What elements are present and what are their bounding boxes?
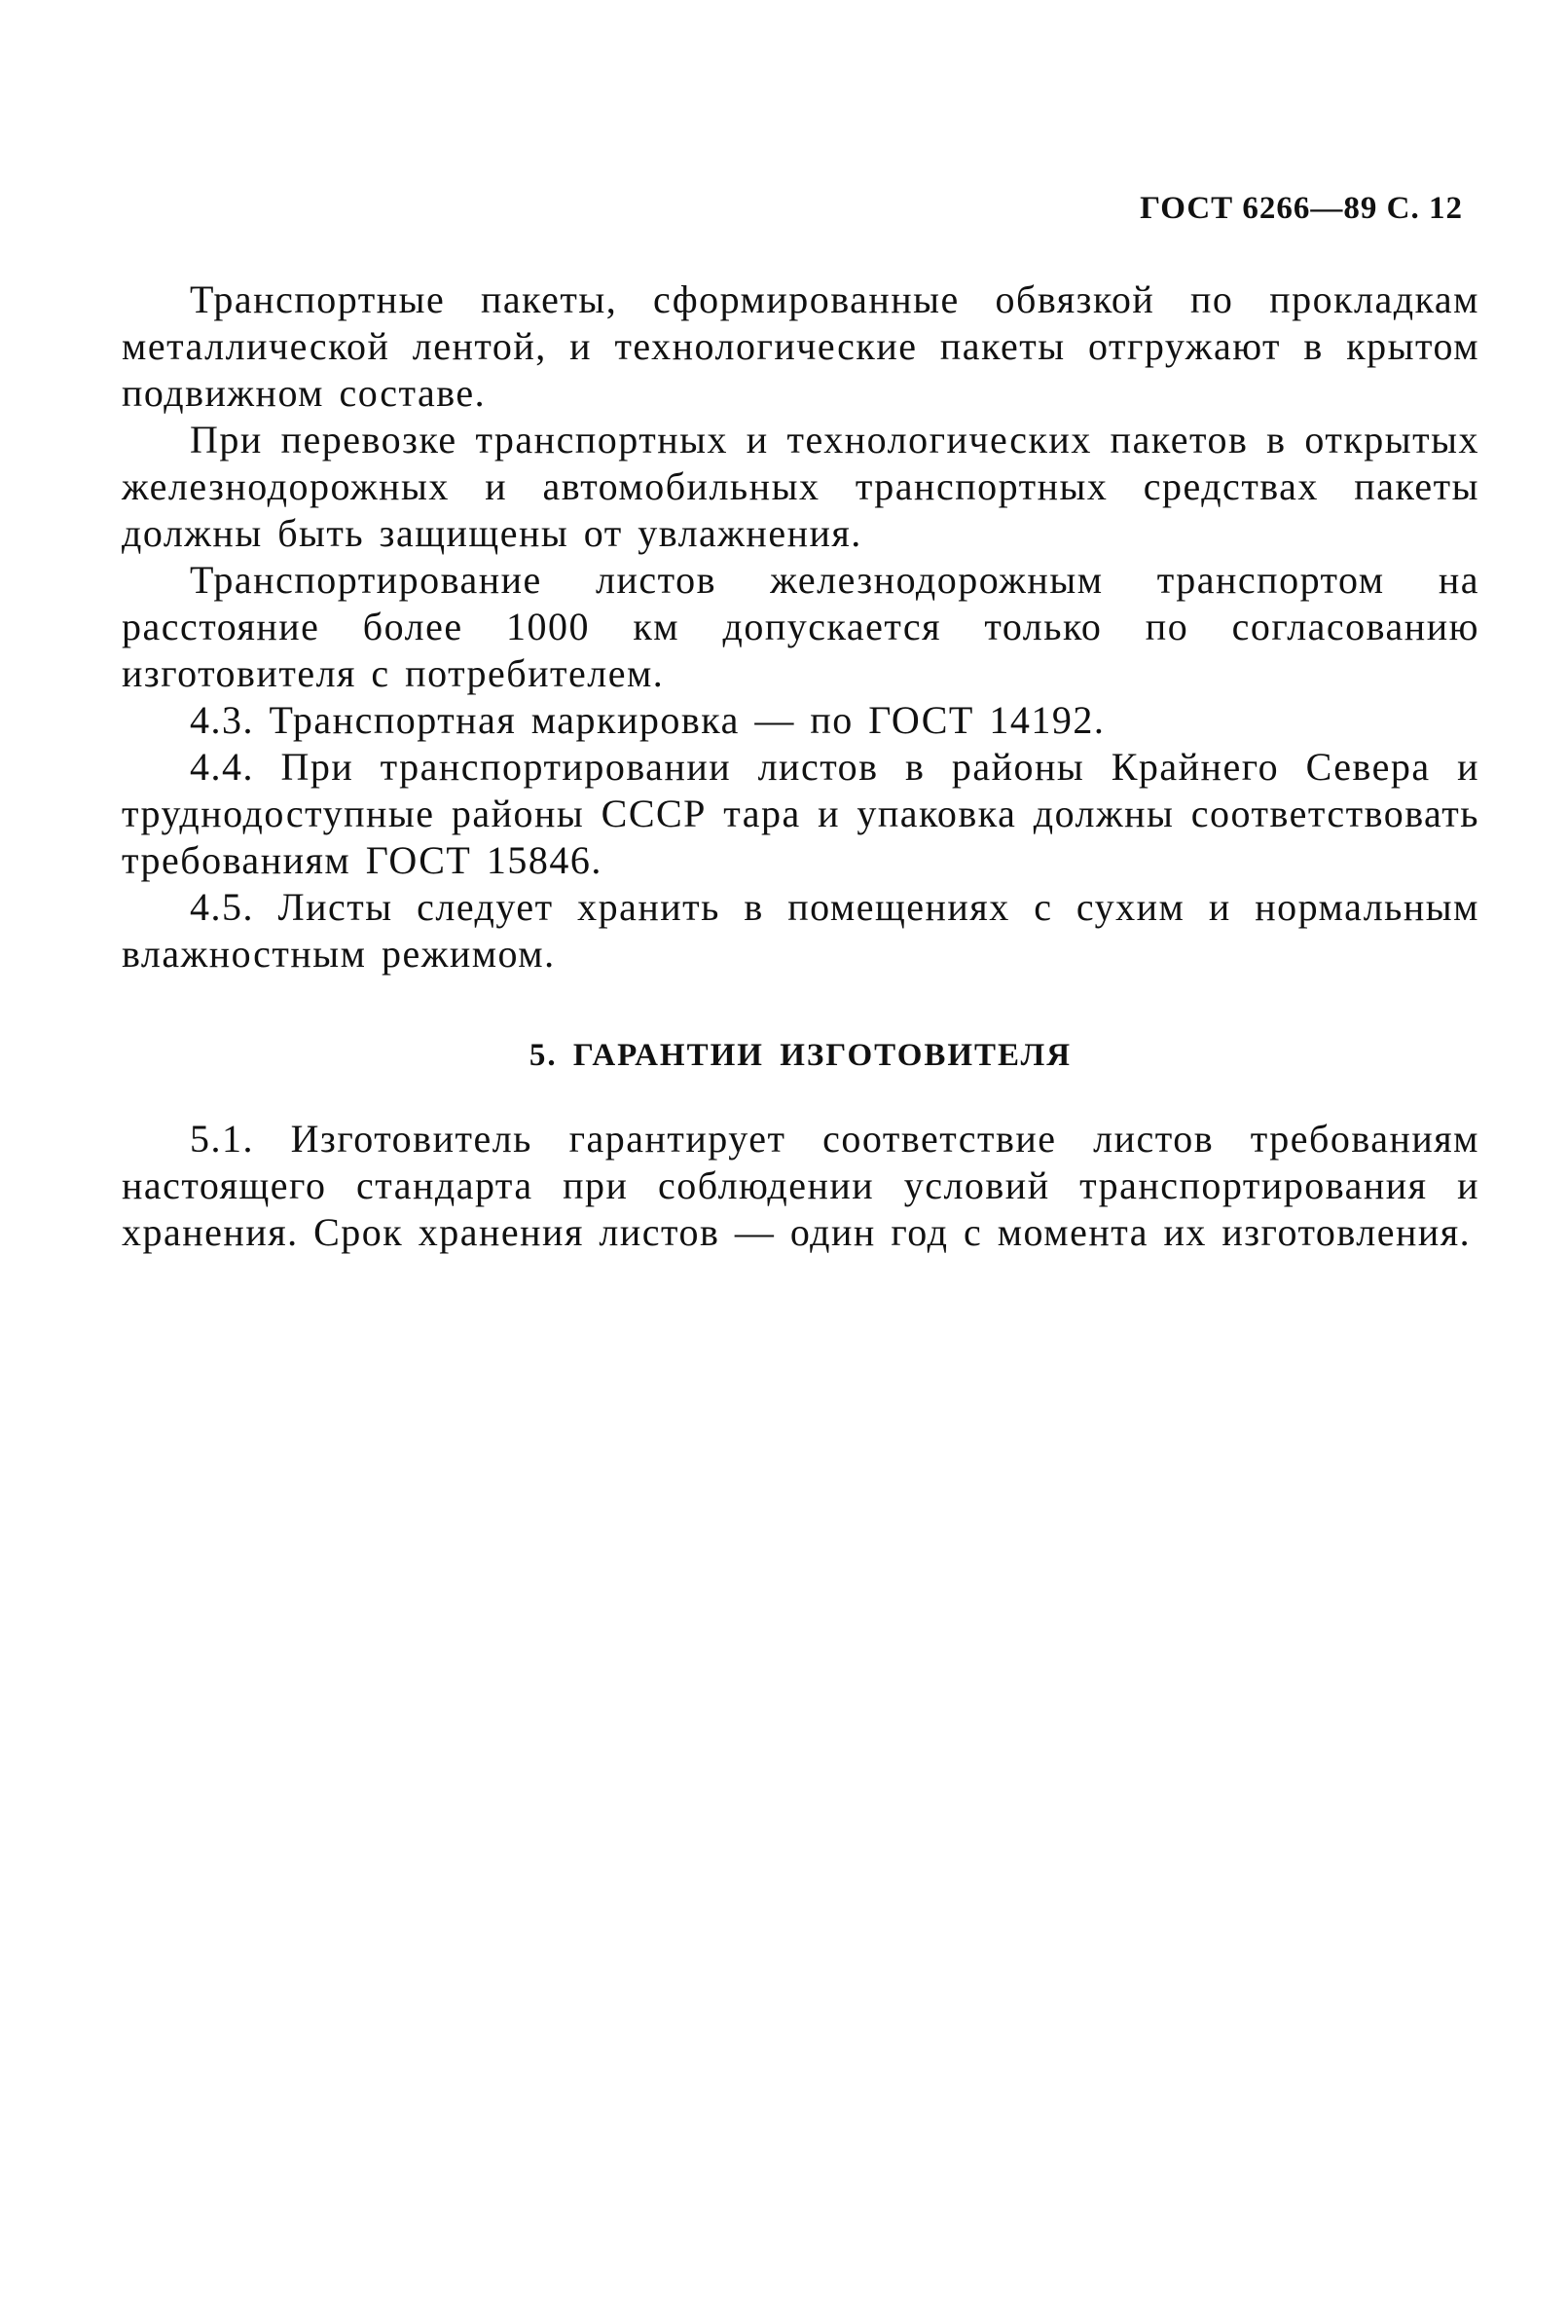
clause-4-3: 4.3. Транспортная маркировка — по ГОСТ 14192.	[190, 698, 1106, 742]
body-text	[122, 277, 1479, 1256]
section-5-heading: 5. ГАРАНТИИ ИЗГОТОВИТЕЛЯ	[529, 1038, 1073, 1073]
clause-4-5: 4.5. Листы следует хранить в помещениях с сухим и нормальным влажностным режимом.	[122, 885, 1479, 976]
running-header: ГОСТ 6266—89 С. 12	[1140, 191, 1463, 226]
paragraph-open-vehicles: При перевозке транспортных и технологических пакетов в открытых железнодорожных и автомобильных транспортных средствах пакеты должны быть защищены от увлажнения.	[122, 418, 1479, 555]
paragraph-transport-packages: Транспортные пакеты, сформированные обвязкой по прокладкам металлической лентой, и технологические пакеты отгружают в крытом подвижном составе.	[122, 277, 1479, 415]
paragraph-rail-distance: Транспортирование листов железнодорожным транспортом на расстояние более 1000 км допускается только по согласованию изготовителя с потребителем.	[122, 558, 1479, 695]
clause-5-1: 5.1. Изготовитель гарантирует соответствие листов требованиям настоящего стандарта при соблюдении условий транспортирования и хранения. Срок хранения листов — один год с момента их изготовления.	[122, 1117, 1479, 1254]
clause-4-4: 4.4. При транспортировании листов в районы Крайнего Севера и труднодоступные районы СССР тара и упаковка должны соответствовать требованиям ГОСТ 15846.	[122, 745, 1479, 882]
